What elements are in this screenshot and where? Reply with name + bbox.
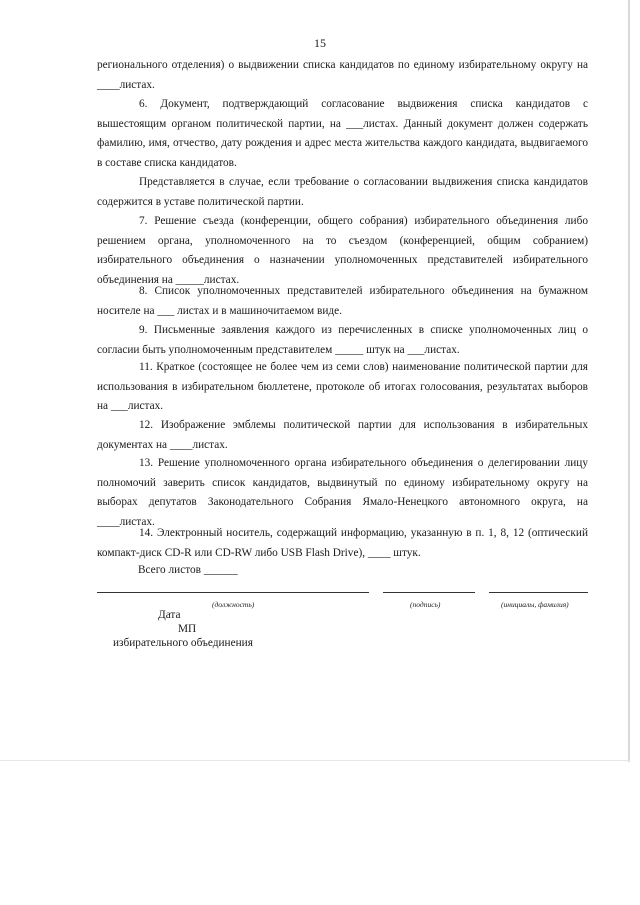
seal-label: МП [178, 623, 197, 635]
date-label: Дата [158, 609, 181, 621]
paragraph-item-9: 9. Письменные заявления каждого из перечисленных в списке уполномоченных лиц о согласии быть уполномоченным представителем _____ штук на ___листах. [97, 324, 588, 356]
paragraph-continuation: регионального отделения) о выдвижении списка кандидатов по единому избирательному округу на ____листах. [97, 59, 588, 91]
position-line [97, 592, 369, 593]
paragraph-item-7: 7. Решение съезда (конференции, общего собрания) избирательного объединения либо решением органа, уполномоченного на то съездом (конференцией, общим собранием) избирательного объединения о назначении уполномоченных представителей избирательного объединения на _____листах. [97, 215, 588, 286]
paragraph-item-8: 8. Список уполномоченных представителей избирательного объединения на бумажном носителе на ___ листах и в машиночитаемом виде. [97, 285, 588, 317]
paragraph-item-6: 6. Документ, подтверждающий согласование выдвижения списка кандидатов с вышестоящим органом политической партии, на ___листах. Данный документ должен содержать фамилию, имя, отчество, дату рождения и адрес места жительства каждого кандидата, выдвигаемого в составе списка кандидатов. [97, 98, 588, 169]
total-sheets-line: Всего листов ______ [138, 564, 238, 576]
paragraph-item-14: 14. Электронный носитель, содержащий информацию, указанную в п. 1, 8, 12 (оптический компакт-диск CD-R или CD-RW либо USB Flash Drive), ____ штук. [97, 527, 588, 559]
name-line [489, 592, 588, 593]
scan-edge [628, 0, 630, 762]
signature-caption: (подпись) [410, 600, 441, 609]
scan-edge-bottom [0, 760, 630, 761]
position-caption: (должность) [212, 600, 255, 609]
signature-line [383, 592, 475, 593]
paragraph-item-13: 13. Решение уполномоченного органа избирательного объединения о делегировании лицу полномочий заверить список кандидатов, выдвинутый по единому избирательному округу на выборах депутатов Законодательного Собрания Ямало-Ненецкого автономного округа, на ____листах. [97, 457, 588, 528]
paragraph-item-12: 12. Изображение эмблемы политической партии для использования в избирательных документах на ____листах. [97, 419, 588, 451]
name-caption: (инициалы, фамилия) [501, 600, 569, 609]
paragraph-item-11: 11. Краткое (состоящее не более чем из семи слов) наименование политической партии для использования в избирательном бюллетене, протоколе об итогах голосования, результатах выборов на ___листах. [97, 361, 588, 413]
paragraph-note: Представляется в случае, если требование о согласовании выдвижения списка кандидатов содержится в уставе политической партии. [97, 176, 588, 208]
organization-label: избирательного объединения [113, 637, 253, 649]
page-number: 15 [314, 36, 326, 50]
